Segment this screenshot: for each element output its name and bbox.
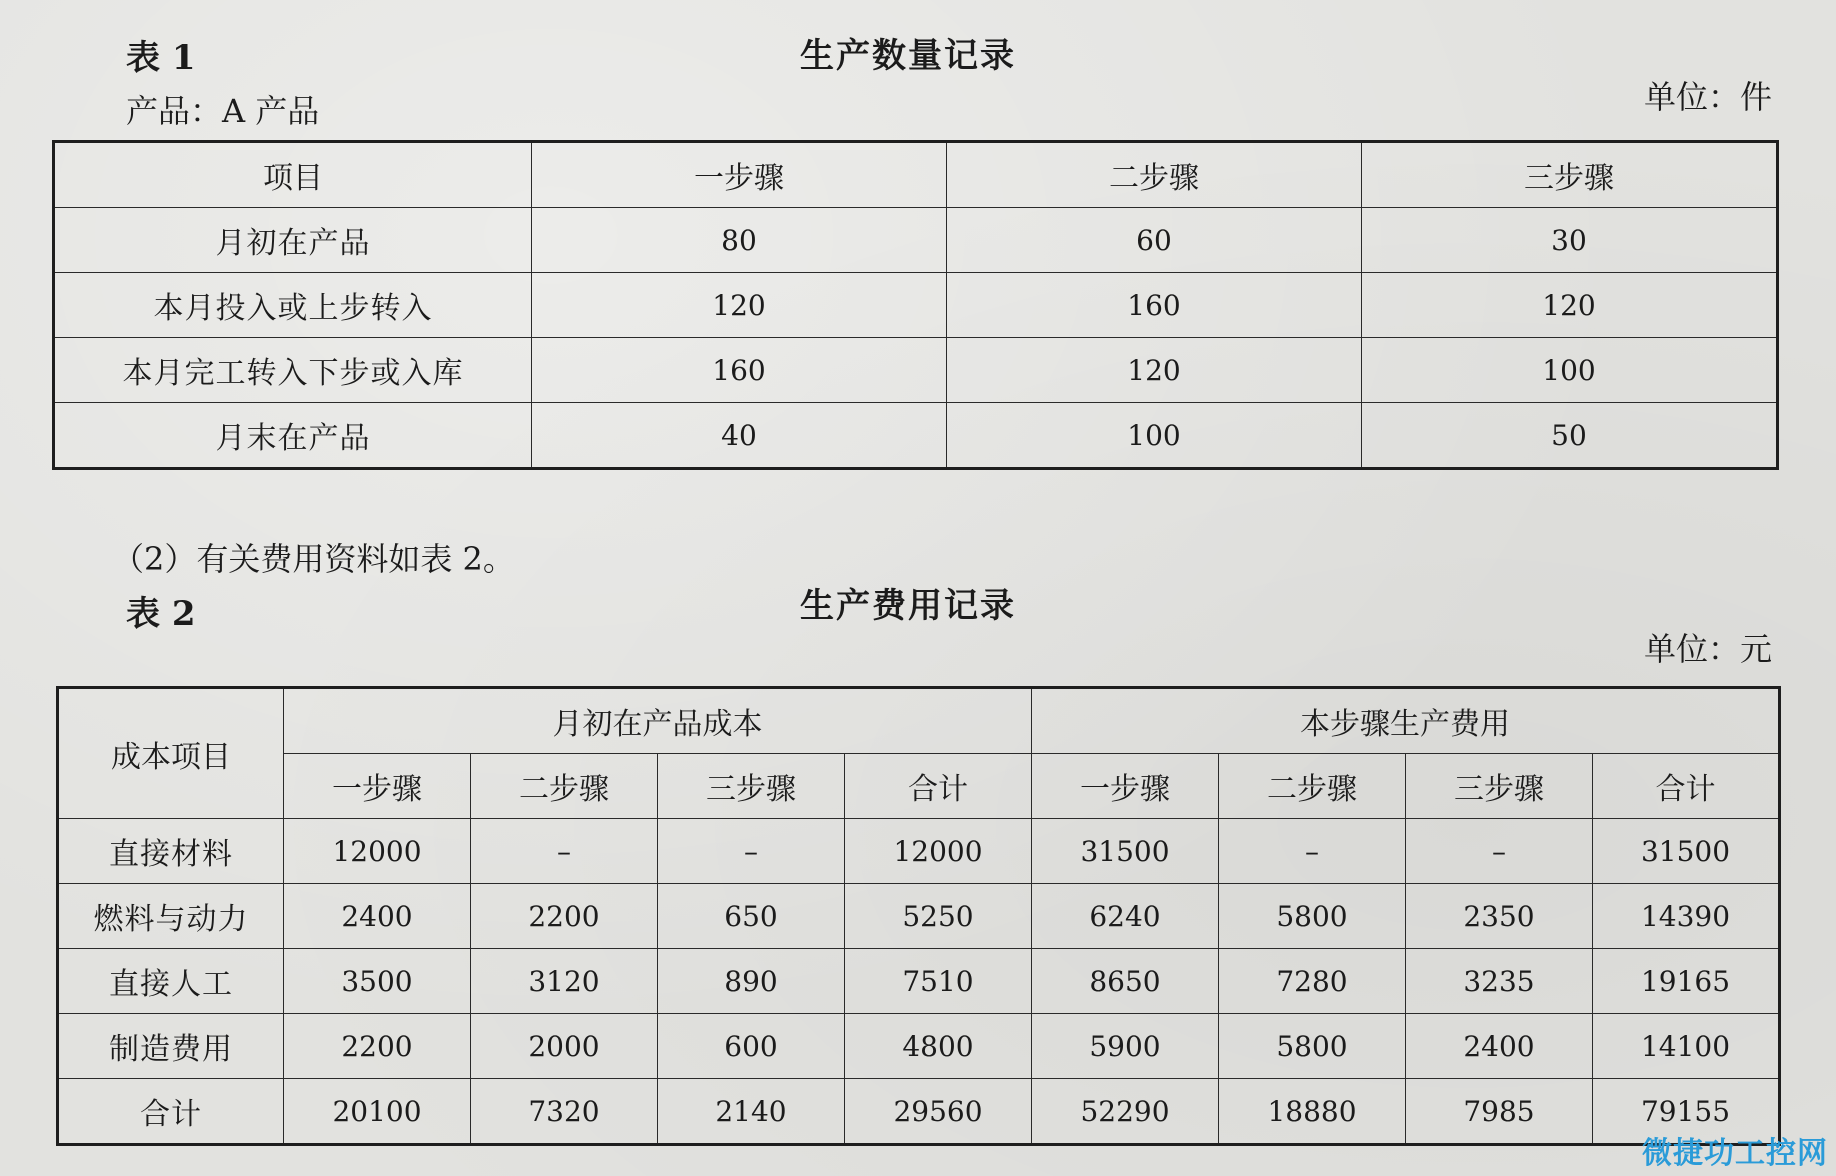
cell: – [471,819,658,884]
cell: 80 [532,208,947,273]
table-row [58,819,1780,884]
row-label: 月末在产品 [54,403,532,469]
row-label: 月初在产品 [54,208,532,273]
table-row [54,208,1778,273]
table-total-row [58,1079,1780,1145]
production-cost-table [56,686,1781,1146]
cell: 30 [1362,208,1778,273]
table-row [54,273,1778,338]
table-group-header-row [58,688,1780,754]
subheader: 合计 [845,754,1032,819]
cell: 2350 [1406,884,1593,949]
table2-title: 生产费用记录 [800,586,1016,626]
cell: 20100 [284,1079,471,1145]
cell: 650 [658,884,845,949]
table-row [54,403,1778,469]
cell: 5800 [1219,1014,1406,1079]
subheader: 一步骤 [284,754,471,819]
cell: 6240 [1032,884,1219,949]
cell: 8650 [1032,949,1219,1014]
row-label: 燃料与动力 [58,884,284,949]
cell: 4800 [845,1014,1032,1079]
cell: 890 [658,949,845,1014]
header-opening-wip-cost: 月初在产品成本 [284,688,1032,754]
cell: 14390 [1593,884,1780,949]
cell: 120 [947,338,1362,403]
cell: 31500 [1032,819,1219,884]
site-watermark: 微捷功工控网 [1642,1136,1828,1171]
row-label: 直接材料 [58,819,284,884]
subheader: 三步骤 [658,754,845,819]
cell: 3500 [284,949,471,1014]
table1-unit: 单位：件 [1643,78,1772,116]
header-step1: 一步骤 [532,142,947,208]
cell: 100 [1362,338,1778,403]
header-step2: 二步骤 [947,142,1362,208]
cell: – [1219,819,1406,884]
expense-note: （2）有关费用资料如表 2。 [112,540,515,578]
cell: 7985 [1406,1079,1593,1145]
cell: – [658,819,845,884]
cell: 79155 [1593,1079,1780,1145]
cell: 50 [1362,403,1778,469]
cell: 52290 [1032,1079,1219,1145]
cell: 40 [532,403,947,469]
subheader: 一步骤 [1032,754,1219,819]
production-quantity-table [52,140,1779,470]
row-label: 制造费用 [58,1014,284,1079]
table1-title: 生产数量记录 [800,36,1016,76]
cell: 7510 [845,949,1032,1014]
cell: 2000 [471,1014,658,1079]
cell: 5250 [845,884,1032,949]
table-row [58,1014,1780,1079]
header-item: 项目 [54,142,532,208]
subheader: 二步骤 [1219,754,1406,819]
row-label: 本月完工转入下步或入库 [54,338,532,403]
cell: 3120 [471,949,658,1014]
row-label: 本月投入或上步转入 [54,273,532,338]
cell: 12000 [284,819,471,884]
subheader: 合计 [1593,754,1780,819]
row-label: 合计 [58,1079,284,1145]
cell: 2200 [471,884,658,949]
cell: 160 [947,273,1362,338]
table-row [58,949,1780,1014]
header-current-step-cost: 本步骤生产费用 [1032,688,1780,754]
cell: – [1406,819,1593,884]
subheader: 二步骤 [471,754,658,819]
header-cost-item: 成本项目 [58,688,284,819]
cell: 120 [1362,273,1778,338]
cell: 2400 [284,884,471,949]
cell: 100 [947,403,1362,469]
row-label: 直接人工 [58,949,284,1014]
cell: 5900 [1032,1014,1219,1079]
cell: 5800 [1219,884,1406,949]
cell: 7320 [471,1079,658,1145]
cell: 60 [947,208,1362,273]
cell: 19165 [1593,949,1780,1014]
cell: 120 [532,273,947,338]
table1-label: 表 1 [126,38,196,78]
cell: 14100 [1593,1014,1780,1079]
table-row [58,884,1780,949]
cell: 600 [658,1014,845,1079]
cell: 29560 [845,1079,1032,1145]
cell: 18880 [1219,1079,1406,1145]
table2-label: 表 2 [126,594,196,634]
cell: 12000 [845,819,1032,884]
table1-product: 产品：A 产品 [126,92,320,130]
table2-unit: 单位：元 [1643,630,1772,668]
cell: 2400 [1406,1014,1593,1079]
subheader: 三步骤 [1406,754,1593,819]
cell: 2140 [658,1079,845,1145]
cell: 160 [532,338,947,403]
cell: 31500 [1593,819,1780,884]
cell: 7280 [1219,949,1406,1014]
table-row [54,338,1778,403]
header-step3: 三步骤 [1362,142,1778,208]
cell: 3235 [1406,949,1593,1014]
table-header-row [54,142,1778,208]
cell: 2200 [284,1014,471,1079]
table-header-row [58,754,1780,819]
